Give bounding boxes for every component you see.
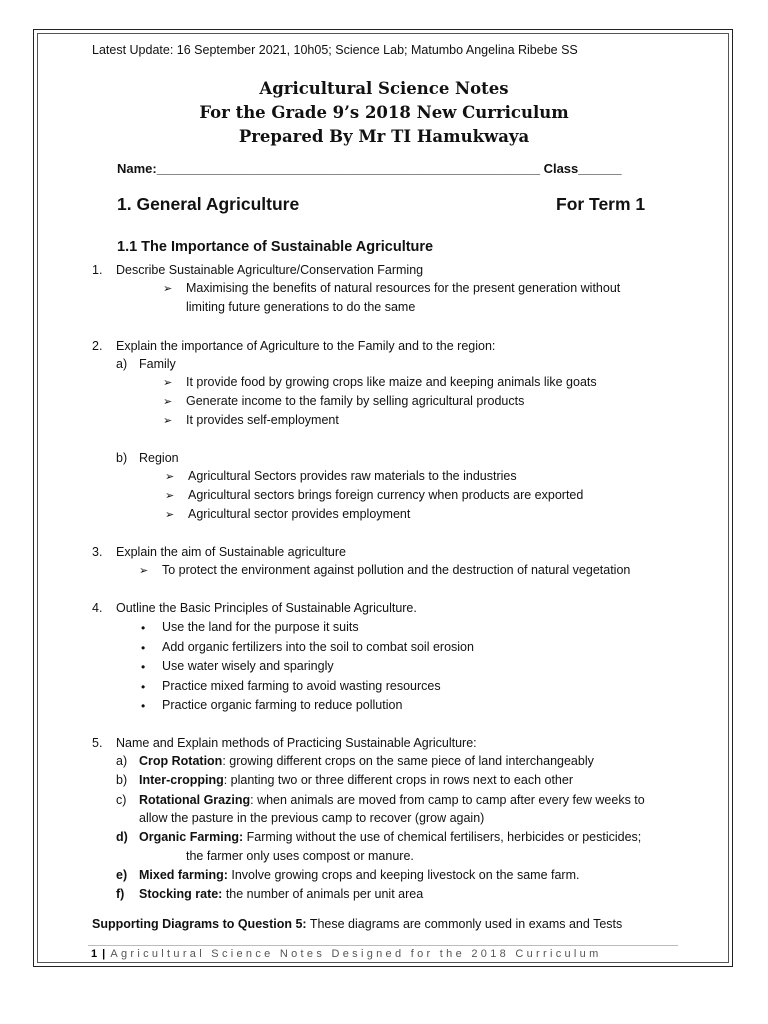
method-desc-cont: allow the pasture in the previous camp to recover (grow again) (139, 811, 485, 825)
q1-answer-line-1: Maximising the benefits of natural resources for the present generation without (186, 281, 621, 295)
q2-a-title: Family (139, 357, 176, 371)
list-item: Agricultural sector provides employment (188, 507, 411, 521)
list-item: Practice organic farming to reduce pollution (162, 698, 403, 712)
name-label: Name:_____________________________________________________ (117, 161, 540, 176)
list-item: It provide food by growing crops like maize and keeping animals like goats (186, 375, 597, 389)
method-label: c) (116, 793, 127, 807)
q5-text: Name and Explain methods of Practicing Sustainable Agriculture: (116, 736, 477, 750)
method-label: e) (116, 868, 128, 882)
method-label: b) (116, 773, 128, 787)
method-item (139, 754, 594, 768)
title-line-3: Prepared By Mr TI Hamukwaya (238, 127, 530, 146)
method-desc: the number of animals per unit area (222, 887, 424, 901)
q3-text: Explain the aim of Sustainable agriculture (116, 545, 346, 559)
method-label: d) (116, 830, 128, 844)
q2-b-label: b) (116, 451, 128, 465)
q3-number: 3. (92, 545, 103, 559)
method-term: Rotational Grazing (139, 793, 251, 807)
q2-b-title: Region (139, 451, 179, 465)
method-term: Mixed farming: (139, 868, 228, 882)
method-label: a) (116, 754, 128, 768)
arrow-bullet-icon: ➢ (163, 283, 173, 295)
q4-text: Outline the Basic Principles of Sustainable Agriculture. (116, 601, 417, 615)
q2-a-label: a) (116, 357, 128, 371)
method-desc: Farming without the use of chemical fertilisers, herbicides or pesticides; (243, 830, 642, 844)
supporting-text: These diagrams are commonly used in exams and Tests (306, 917, 623, 931)
page-footer (91, 948, 602, 960)
list-item: It provides self-employment (186, 413, 339, 427)
arrow-bullet-icon: ➢ (163, 415, 173, 427)
method-item (139, 868, 579, 882)
method-desc: Involve growing crops and keeping livestock on the same farm. (227, 868, 580, 882)
list-item: Agricultural sectors brings foreign currency when products are exported (188, 488, 584, 502)
method-item (139, 793, 645, 807)
list-item: Agricultural Sectors provides raw materials to the industries (188, 469, 517, 483)
q2-text: Explain the importance of Agriculture to the Family and to the region: (116, 339, 496, 353)
q5-number: 5. (92, 736, 103, 750)
arrow-bullet-icon: ➢ (165, 509, 175, 521)
supporting-bold: Supporting Diagrams to Question 5: (92, 917, 307, 931)
list-item: Use the land for the purpose it suits (162, 620, 359, 634)
round-bullet-icon: • (141, 621, 146, 635)
round-bullet-icon: • (141, 699, 146, 713)
footer-separator: | (98, 948, 111, 960)
q2-number: 2. (92, 339, 103, 353)
q1-text: Describe Sustainable Agriculture/Conservation Farming (116, 263, 424, 277)
method-desc-cont: the farmer only uses compost or manure. (186, 849, 414, 863)
arrow-bullet-icon: ➢ (163, 396, 173, 408)
method-label: f) (116, 887, 125, 901)
method-item (139, 773, 573, 787)
method-desc: : when animals are moved from camp to camp after every few weeks to (250, 793, 645, 807)
subsection-heading: 1.1 The Importance of Sustainable Agriculture (117, 239, 434, 255)
round-bullet-icon: • (141, 641, 146, 655)
footer-text: Agricultural Science Notes Designed for the 2018 Curriculum (110, 948, 602, 960)
method-term: Crop Rotation (139, 754, 223, 768)
arrow-bullet-icon: ➢ (165, 471, 175, 483)
method-desc: : growing different crops on the same piece of land interchangeably (222, 754, 594, 768)
method-item (139, 887, 423, 901)
list-item: Generate income to the family by selling agricultural products (186, 394, 525, 408)
q1-answer-line-2: limiting future generations to do the same (186, 300, 416, 314)
method-desc: : planting two or three different crops in rows next to each other (223, 773, 573, 787)
method-term: Inter-cropping (139, 773, 224, 787)
q4-number: 4. (92, 601, 103, 615)
page-number: 1 (91, 948, 99, 960)
title-line-2: For the Grade 9’s 2018 New Curriculum (199, 103, 569, 122)
round-bullet-icon: • (141, 660, 146, 674)
class-label: Class______ (543, 161, 622, 176)
name-field-line (117, 161, 622, 176)
method-item (139, 830, 641, 844)
list-item: Practice mixed farming to avoid wasting resources (162, 679, 441, 693)
round-bullet-icon: • (141, 680, 146, 694)
term-label: For Term 1 (556, 194, 646, 214)
supporting-note (92, 917, 622, 931)
q3-answer: To protect the environment against pollution and the destruction of natural vegetation (162, 563, 631, 577)
footer-rule (88, 945, 678, 946)
section-heading: 1. General Agriculture (117, 194, 300, 214)
update-line: Latest Update: 16 September 2021, 10h05; Science Lab; Matumbo Angelina Ribebe SS (92, 43, 578, 57)
arrow-bullet-icon: ➢ (163, 377, 173, 389)
title-line-1: Agricultural Science Notes (259, 79, 509, 98)
arrow-bullet-icon: ➢ (165, 490, 175, 502)
list-item: Use water wisely and sparingly (162, 659, 334, 673)
method-term: Stocking rate: (139, 887, 223, 901)
q1-number: 1. (92, 263, 103, 277)
method-term: Organic Farming: (139, 830, 244, 844)
arrow-bullet-icon: ➢ (139, 565, 149, 577)
list-item: Add organic fertilizers into the soil to combat soil erosion (162, 640, 474, 654)
